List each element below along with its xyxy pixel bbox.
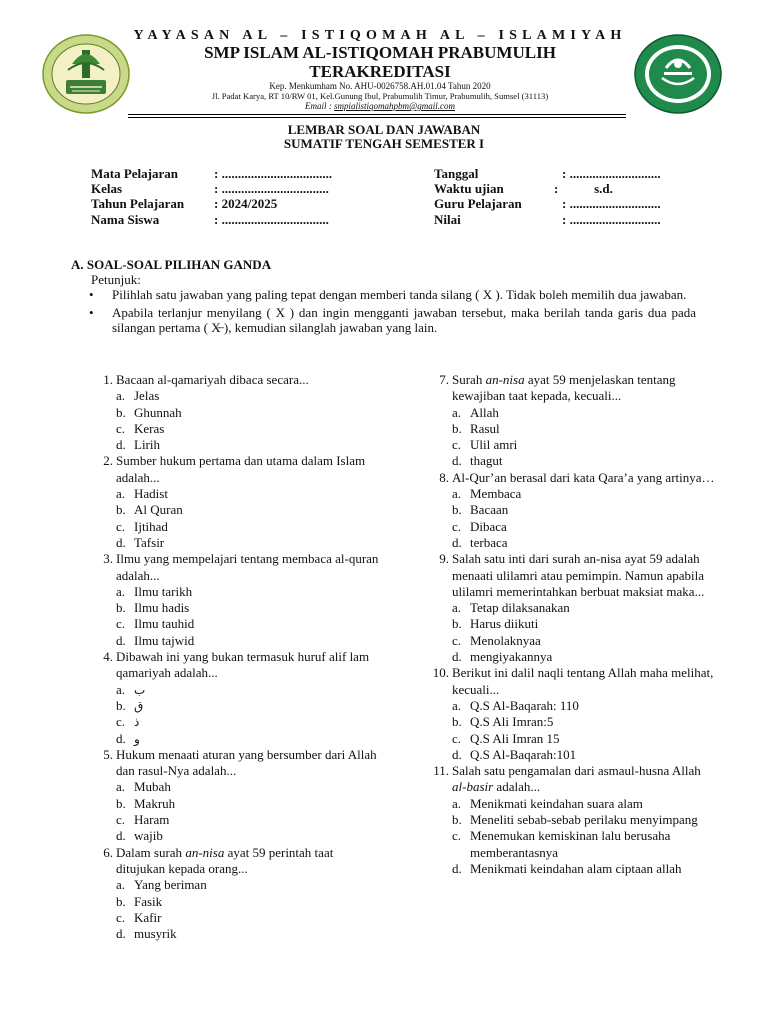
option-letter: b. xyxy=(452,616,462,632)
option-text: Haram xyxy=(134,812,170,828)
answer-option[interactable] xyxy=(116,519,381,535)
option-text: mengiyakannya xyxy=(470,649,553,665)
options-list xyxy=(116,682,381,747)
option-letter: b. xyxy=(116,795,126,811)
question-number: 1. xyxy=(103,372,113,387)
option-text: Ghunnah xyxy=(134,404,182,420)
answer-option[interactable] xyxy=(116,486,381,502)
option-text: Meneliti sebab-sebab perilaku menyimpang xyxy=(470,812,698,828)
options-list xyxy=(116,584,381,649)
info-value[interactable]: : s.d. xyxy=(554,181,613,196)
answer-option[interactable] xyxy=(452,616,717,632)
answer-option[interactable] xyxy=(452,437,717,453)
option-text: Jelas xyxy=(134,388,160,404)
answer-option[interactable] xyxy=(116,877,381,893)
option-letter: b. xyxy=(452,812,462,828)
answer-option[interactable] xyxy=(116,828,381,844)
option-text: Menemukan kemiskinan lalu berusaha memberantasnya xyxy=(470,828,671,860)
answer-option[interactable] xyxy=(116,421,381,437)
option-letter: d. xyxy=(116,534,126,550)
question-item xyxy=(427,665,717,763)
option-letter: c. xyxy=(116,616,126,632)
answer-option[interactable] xyxy=(116,405,381,421)
question-item xyxy=(427,551,717,665)
option-letter: c. xyxy=(116,714,126,730)
answer-option[interactable] xyxy=(452,535,717,551)
option-letter: b. xyxy=(116,697,126,713)
option-letter: a. xyxy=(116,877,126,893)
option-text: Membaca xyxy=(470,486,522,502)
option-text: Keras xyxy=(134,420,165,436)
option-text: Yang beriman xyxy=(134,877,207,893)
question-number: 6. xyxy=(103,844,113,860)
option-text: Menolaknyaa xyxy=(470,632,541,648)
questions-column-left xyxy=(91,372,381,942)
question-text: Berikut ini dalil naqli tentang Allah maha melihat, kecuali... xyxy=(452,665,714,697)
answer-option[interactable] xyxy=(452,714,717,730)
question-item xyxy=(91,453,381,551)
option-text: Tetap dilaksanakan xyxy=(470,600,570,616)
instruction-label: Petunjuk: xyxy=(91,272,141,287)
option-text: Ilmu hadis xyxy=(134,600,190,616)
option-text: Makruh xyxy=(134,795,176,811)
question-text: Sumber hukum pertama dan utama dalam Islam adalah... xyxy=(116,453,366,485)
options-list xyxy=(452,405,717,470)
option-letter: c. xyxy=(116,420,126,436)
info-value[interactable]: : ............................ xyxy=(562,196,661,211)
option-letter: a. xyxy=(452,697,462,713)
option-letter: d. xyxy=(452,534,462,550)
info-value: : 2024/2025 xyxy=(214,196,278,211)
option-text: Tafsir xyxy=(134,534,165,550)
question-number: 7. xyxy=(439,372,449,387)
letterhead xyxy=(0,26,768,116)
option-letter: c. xyxy=(116,812,126,828)
document-subtitle: SUMATIF TENGAH SEMESTER I xyxy=(283,136,485,151)
option-letter: c. xyxy=(116,909,126,925)
answer-option[interactable] xyxy=(452,796,717,812)
option-letter: d. xyxy=(452,746,462,762)
info-value[interactable]: : ............................ xyxy=(562,166,661,181)
option-text: Harus diikuti xyxy=(470,616,539,632)
question-item xyxy=(91,747,381,845)
question-number: 3. xyxy=(103,551,113,567)
option-text: Al Quran xyxy=(134,502,183,518)
instruction-item: • Apabila terlanjur menyilang ( X ) dan ingin mengganti jawaban tersebut, maka berilah tanda garis dua pada silangan pertama ( X̶ ), kemudian silanglah jawaban yang lain. xyxy=(89,304,696,335)
option-text: Mubah xyxy=(134,779,171,795)
answer-option[interactable] xyxy=(452,649,717,665)
option-letter: d. xyxy=(452,649,462,665)
option-text: Ijtihad xyxy=(134,518,168,534)
question-item xyxy=(427,470,717,551)
question-number: 11. xyxy=(433,763,449,779)
option-letter: c. xyxy=(452,437,462,453)
option-text: Rasul xyxy=(470,420,500,436)
answer-option[interactable] xyxy=(452,405,717,421)
option-letter: d. xyxy=(116,632,126,648)
info-label: Tahun Pelajaran xyxy=(91,196,185,211)
option-letter: b. xyxy=(116,600,126,616)
question-item xyxy=(427,763,717,877)
option-letter: d. xyxy=(452,453,462,469)
option-letter: c. xyxy=(452,828,462,844)
option-letter: b. xyxy=(116,893,126,909)
info-value[interactable]: : .................................. xyxy=(214,166,333,181)
answer-option[interactable] xyxy=(116,502,381,518)
info-label: Nilai xyxy=(434,212,461,227)
answer-option[interactable] xyxy=(452,828,717,861)
answer-option[interactable] xyxy=(452,633,717,649)
answer-option[interactable] xyxy=(116,910,381,926)
document-title: LEMBAR SOAL DAN JAWABAN xyxy=(287,122,481,137)
question-text: Salah satu inti dari surah an-nisa ayat 59 adalah menaati ulilamri atau pemimpin. Namun apabila ulilamri memerintahkan berbuat maksiat maka... xyxy=(452,551,705,599)
info-label: Kelas xyxy=(91,181,123,196)
answer-option[interactable] xyxy=(452,731,717,747)
question-text: Dibawah ini yang bukan termasuk huruf alif lam qamariyah adalah... xyxy=(116,649,370,681)
options-list xyxy=(116,779,381,844)
instruction-list xyxy=(89,287,696,338)
question-item xyxy=(91,845,381,943)
info-label: Tanggal xyxy=(434,166,479,181)
question-item xyxy=(91,551,381,649)
answer-option[interactable] xyxy=(116,731,381,747)
option-letter: c. xyxy=(116,518,126,534)
option-text: Dibaca xyxy=(470,518,507,534)
bullet-icon: • xyxy=(89,304,94,320)
option-text: Q.S Al-Baqarah:101 xyxy=(470,746,577,762)
answer-option[interactable] xyxy=(452,600,717,616)
question-text: Ilmu yang mempelajari tentang membaca al-quran adalah... xyxy=(116,551,379,583)
option-letter: a. xyxy=(116,388,126,404)
option-text: Q.S Ali Imran 15 xyxy=(470,730,560,746)
question-text-emphasis: an-nisa xyxy=(185,844,225,860)
answer-option[interactable] xyxy=(452,519,717,535)
option-letter: d. xyxy=(116,437,126,453)
bullet-icon: • xyxy=(89,287,94,302)
accreditation-status: TERAKREDITASI xyxy=(309,62,451,81)
answer-option[interactable] xyxy=(116,779,381,795)
option-text: و xyxy=(134,731,140,746)
option-text: Fasik xyxy=(134,893,163,909)
info-label: Waktu ujian xyxy=(434,181,504,196)
answer-option[interactable] xyxy=(116,535,381,551)
question-text-part: adalah... xyxy=(493,779,541,795)
option-text: Ilmu tarikh xyxy=(134,583,193,599)
answer-option[interactable] xyxy=(116,388,381,404)
answer-option[interactable] xyxy=(452,486,717,502)
option-letter: a. xyxy=(452,795,462,811)
info-value[interactable]: : ............................ xyxy=(562,212,661,227)
decree-number: Kep. Menkumham No. AHU-0026758.AH.01.04 Tahun 2020 xyxy=(269,81,491,91)
info-label: Guru Pelajaran xyxy=(434,196,522,211)
question-text-part: ayat 59 menjelaskan tentang kewajiban taat kepada, kecuali... xyxy=(452,372,676,404)
options-list xyxy=(452,796,717,877)
section-title: A. SOAL-SOAL PILIHAN GANDA xyxy=(71,257,272,272)
option-letter: c. xyxy=(452,632,462,648)
question-text-part: Dalam surah xyxy=(116,844,186,860)
foundation-logo-icon xyxy=(42,34,130,114)
option-text: ق xyxy=(134,698,144,713)
option-letter: b. xyxy=(116,404,126,420)
school-address: Jl. Padat Karya, RT 10/RW 01, Kel.Gunung Ibul, Prabumulih Timur, Prabumulih, Sumsel (31113) xyxy=(211,91,549,101)
header-divider-thin xyxy=(128,117,626,118)
school-name: SMP ISLAM AL-ISTIQOMAH PRABUMULIH xyxy=(204,43,556,62)
options-list xyxy=(452,486,717,551)
option-text: Ilmu tauhid xyxy=(134,616,195,632)
option-text: thagut xyxy=(470,453,503,469)
question-text-emphasis: an-nisa xyxy=(485,372,525,387)
option-letter: a. xyxy=(116,681,126,697)
question-number: 10. xyxy=(432,665,449,681)
question-text: Hukum menaati aturan yang bersumber dari Allah dan rasul-Nya adalah... xyxy=(116,746,377,779)
option-text: Kafir xyxy=(134,909,162,925)
options-list xyxy=(452,600,717,665)
option-text: terbaca xyxy=(470,534,508,550)
question-item xyxy=(91,649,381,747)
option-letter: b. xyxy=(452,502,462,518)
option-text: Bacaan xyxy=(470,502,509,518)
answer-option[interactable] xyxy=(116,600,381,616)
option-text: ب xyxy=(134,682,146,697)
option-text: Ilmu tajwid xyxy=(134,632,195,648)
option-letter: d. xyxy=(452,860,462,876)
answer-option[interactable] xyxy=(116,682,381,698)
question-item xyxy=(91,372,381,453)
options-list xyxy=(116,877,381,942)
email-line xyxy=(130,101,630,111)
answer-option[interactable] xyxy=(116,812,381,828)
option-letter: a. xyxy=(452,404,462,420)
question-number: 4. xyxy=(103,649,113,665)
info-label: Nama Siswa xyxy=(91,212,160,227)
info-value[interactable]: : ................................. xyxy=(214,181,329,196)
option-text: Menikmati keindahan alam ciptaan allah xyxy=(470,860,682,876)
answer-option[interactable] xyxy=(116,437,381,453)
answer-option[interactable] xyxy=(452,747,717,763)
option-letter: d. xyxy=(116,828,126,844)
question-text-emphasis: al-basir xyxy=(452,779,494,795)
option-letter: a. xyxy=(116,779,126,795)
question-number: 2. xyxy=(103,453,113,469)
question-text: Bacaan al-qamariyah dibaca secara... xyxy=(116,372,309,387)
question-text-part: Surah xyxy=(452,372,486,387)
answer-option[interactable] xyxy=(452,502,717,518)
options-list xyxy=(452,698,717,763)
option-letter: c. xyxy=(452,518,462,534)
option-text: wajib xyxy=(134,828,163,844)
answer-option[interactable] xyxy=(116,714,381,730)
question-text xyxy=(116,845,381,878)
option-text: Q.S Ali Imran:5 xyxy=(470,714,554,730)
question-text xyxy=(452,763,717,796)
instruction-item: • Pilihlah satu jawaban yang paling tepat dengan memberi tanda silang ( X ). Tidak boleh memilih dua jawaban. xyxy=(89,287,687,302)
question-text-part: Salah satu pengamalan dari asmaul-husna Allah xyxy=(452,763,701,779)
options-list xyxy=(116,486,381,551)
answer-option[interactable] xyxy=(452,453,717,469)
answer-option[interactable] xyxy=(116,894,381,910)
option-letter: a. xyxy=(116,486,126,502)
option-letter: c. xyxy=(452,730,462,746)
option-letter: b. xyxy=(452,420,462,436)
answer-option[interactable] xyxy=(452,812,717,828)
question-number: 5. xyxy=(103,746,113,762)
option-letter: b. xyxy=(452,714,462,730)
questions-column-right xyxy=(427,372,717,877)
option-letter: a. xyxy=(452,486,462,502)
answer-option[interactable] xyxy=(116,616,381,632)
question-text: Al-Qur’an berasal dari kata Qara’a yang artinya… xyxy=(452,469,715,485)
answer-option[interactable] xyxy=(452,421,717,437)
option-text: Allah xyxy=(470,404,499,420)
question-number: 8. xyxy=(439,469,449,485)
answer-option[interactable] xyxy=(116,796,381,812)
school-logo-icon xyxy=(634,34,722,114)
option-letter: d. xyxy=(116,730,126,746)
email-label: Email : xyxy=(304,101,332,111)
option-letter: a. xyxy=(116,583,126,599)
option-text: Menikmati keindahan suara alam xyxy=(470,795,643,811)
question-text-part: ayat 59 perintah taat ditujukan kepada orang... xyxy=(116,844,334,876)
answer-option[interactable] xyxy=(116,584,381,600)
option-letter: b. xyxy=(116,502,126,518)
option-text: ذ xyxy=(134,715,140,730)
answer-option[interactable] xyxy=(116,698,381,714)
option-letter: d. xyxy=(116,926,126,942)
answer-option[interactable] xyxy=(452,698,717,714)
info-value[interactable]: : ................................. xyxy=(214,212,329,227)
question-item xyxy=(427,372,717,470)
option-text: Ulil amri xyxy=(470,437,518,453)
info-label: Mata Pelajaran xyxy=(91,166,179,181)
option-text: musyrik xyxy=(134,926,177,942)
question-text xyxy=(452,372,717,405)
question-number: 9. xyxy=(439,551,449,567)
email-link[interactable]: smpialistiqomahpbm@gmail.com xyxy=(333,101,456,111)
option-text: Lirih xyxy=(134,437,160,453)
header-divider xyxy=(128,114,626,115)
option-text: Q.S Al-Baqarah: 110 xyxy=(470,697,579,713)
option-text: Hadist xyxy=(134,486,168,502)
option-letter: a. xyxy=(452,600,462,616)
answer-option[interactable] xyxy=(452,861,717,877)
answer-option[interactable] xyxy=(116,633,381,649)
answer-option[interactable] xyxy=(116,926,381,942)
foundation-name: YAYASAN AL – ISTIQOMAH AL – ISLAMIYAH xyxy=(133,28,627,43)
options-list xyxy=(116,388,381,453)
